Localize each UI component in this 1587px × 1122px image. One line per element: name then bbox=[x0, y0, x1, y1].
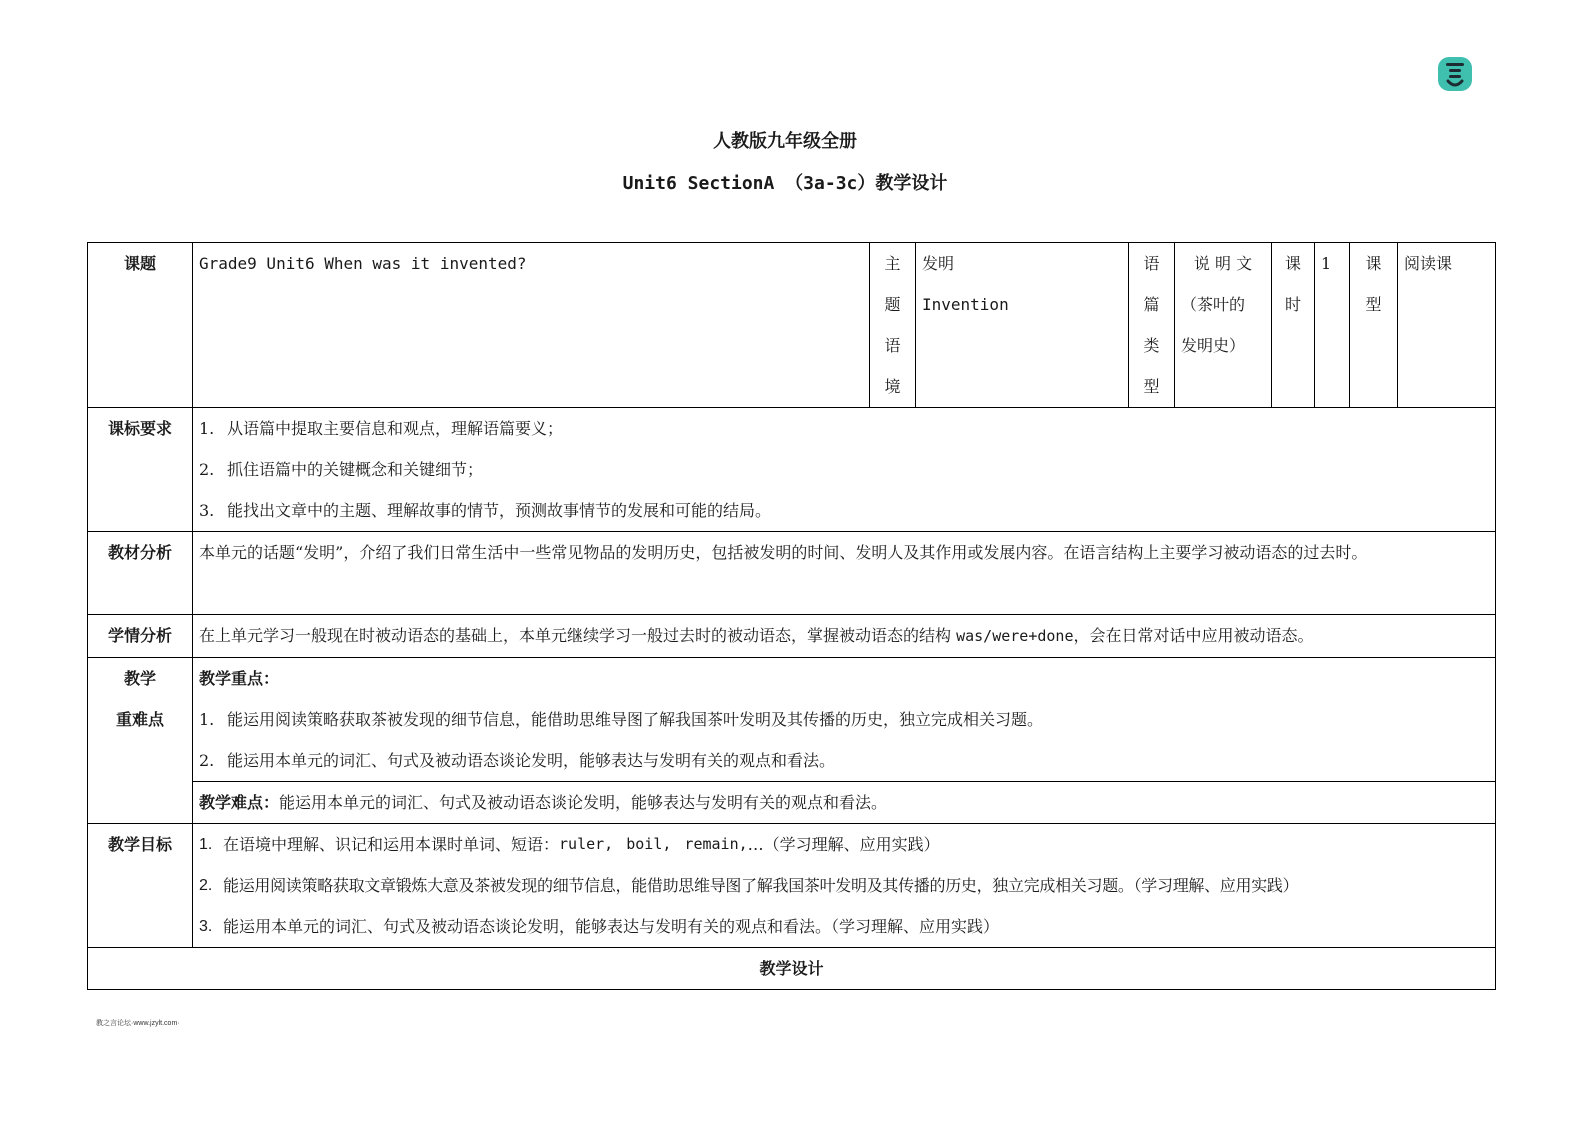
subtitle-unit: Unit6 SectionA （3a-3c） bbox=[622, 173, 876, 194]
design-header: 教学设计 bbox=[88, 948, 1496, 990]
footer-watermark: 教之言论坛·www.jzylt.com· bbox=[96, 1020, 180, 1027]
curriculum-content bbox=[193, 408, 1496, 532]
curriculum-label: 课标要求 bbox=[88, 408, 193, 532]
objectives-row bbox=[88, 824, 1496, 948]
document-title: 人教版九年级全册 bbox=[713, 131, 857, 152]
focus-title: 教学重点： bbox=[199, 669, 280, 688]
students-row bbox=[88, 615, 1496, 658]
material-label: 教材分析 bbox=[88, 532, 193, 615]
students-label: 学情分析 bbox=[88, 615, 193, 658]
list-item: 1. 能运用阅读策略获取茶被发现的细节信息，能借助思维导图了解我国茶叶发明及其传播的历史，独立完成相关习题。 bbox=[199, 710, 1044, 729]
difficulty-content: 教学难点：能运用本单元的词汇、句式及被动语态谈论发明，能够表达与发明有关的观点和看法。 bbox=[193, 782, 1496, 824]
lesson-plan-table bbox=[87, 242, 1496, 990]
focus-content bbox=[193, 658, 1496, 782]
list-item: 1. 从语篇中提取主要信息和观点，理解语篇要义； bbox=[199, 419, 564, 438]
list-item: 2. 能运用阅读策略获取文章锻炼大意及茶被发现的细节信息，能借助思维导图了解我国茶叶发明及其传播的历史，独立完成相关习题。（学习理解、应用实践） bbox=[199, 876, 1299, 895]
quote-bubble-icon bbox=[1437, 56, 1473, 92]
theme-value bbox=[916, 243, 1129, 408]
list-item: 3. 能运用本单元的词汇、句式及被动语态谈论发明，能够表达与发明有关的观点和看法。（学习理解、应用实践） bbox=[199, 917, 1000, 936]
material-row bbox=[88, 532, 1496, 615]
difficulty-row bbox=[88, 782, 1496, 824]
list-item: 1. 在语境中理解、识记和运用本课时单词、短语： ruler, boil, remain, …（学习理解、应用实践） bbox=[199, 835, 940, 854]
list-item: 2. 抓住语篇中的关键概念和关键细节； bbox=[199, 460, 484, 479]
topic-value: Grade9 Unit6 When was it invented? bbox=[193, 243, 870, 408]
type-value: 阅读课 bbox=[1398, 243, 1496, 408]
focus-row bbox=[88, 658, 1496, 782]
document-subtitle bbox=[0, 169, 1570, 195]
period-value: 1 bbox=[1315, 243, 1350, 408]
period-label: 课 时 bbox=[1272, 243, 1315, 408]
theme-value-en: Invention bbox=[922, 295, 1009, 314]
objectives-content bbox=[193, 824, 1496, 948]
genre-value: 说 明 文 （茶叶的 发明史） bbox=[1175, 243, 1272, 408]
curriculum-row bbox=[88, 408, 1496, 532]
type-label: 课 型 bbox=[1350, 243, 1398, 408]
difficulty-title: 教学难点： bbox=[199, 793, 280, 812]
subtitle-design: 教学设计 bbox=[875, 173, 948, 194]
topic-row bbox=[88, 243, 1496, 408]
theme-value-cn: 发明 bbox=[922, 254, 955, 273]
material-content: 本单元的话题“发明”，介绍了我们日常生活中一些常见物品的发明历史，包括被发明的时间、发明人及其作用或发展内容。在语言结构上主要学习被动语态的过去时。 bbox=[193, 532, 1496, 615]
list-item: 2. 能运用本单元的词汇、句式及被动语态谈论发明，能够表达与发明有关的观点和看法。 bbox=[199, 751, 836, 770]
topic-label: 课题 bbox=[88, 243, 193, 408]
objectives-label: 教学目标 bbox=[88, 824, 193, 948]
students-content: 在上单元学习一般现在时被动语态的基础上，本单元继续学习一般过去时的被动语态，掌握被动语态的结构 was/were+done，会在日常对话中应用被动语态。 bbox=[193, 615, 1496, 658]
design-row bbox=[88, 948, 1496, 990]
genre-label: 语 篇 类 型 bbox=[1129, 243, 1175, 408]
theme-label: 主 题 语 境 bbox=[870, 243, 916, 408]
key-points-label: 教学 重难点 bbox=[88, 658, 193, 824]
list-item: 3. 能找出文章中的主题、理解故事的情节，预测故事情节的发展和可能的结局。 bbox=[199, 501, 772, 520]
